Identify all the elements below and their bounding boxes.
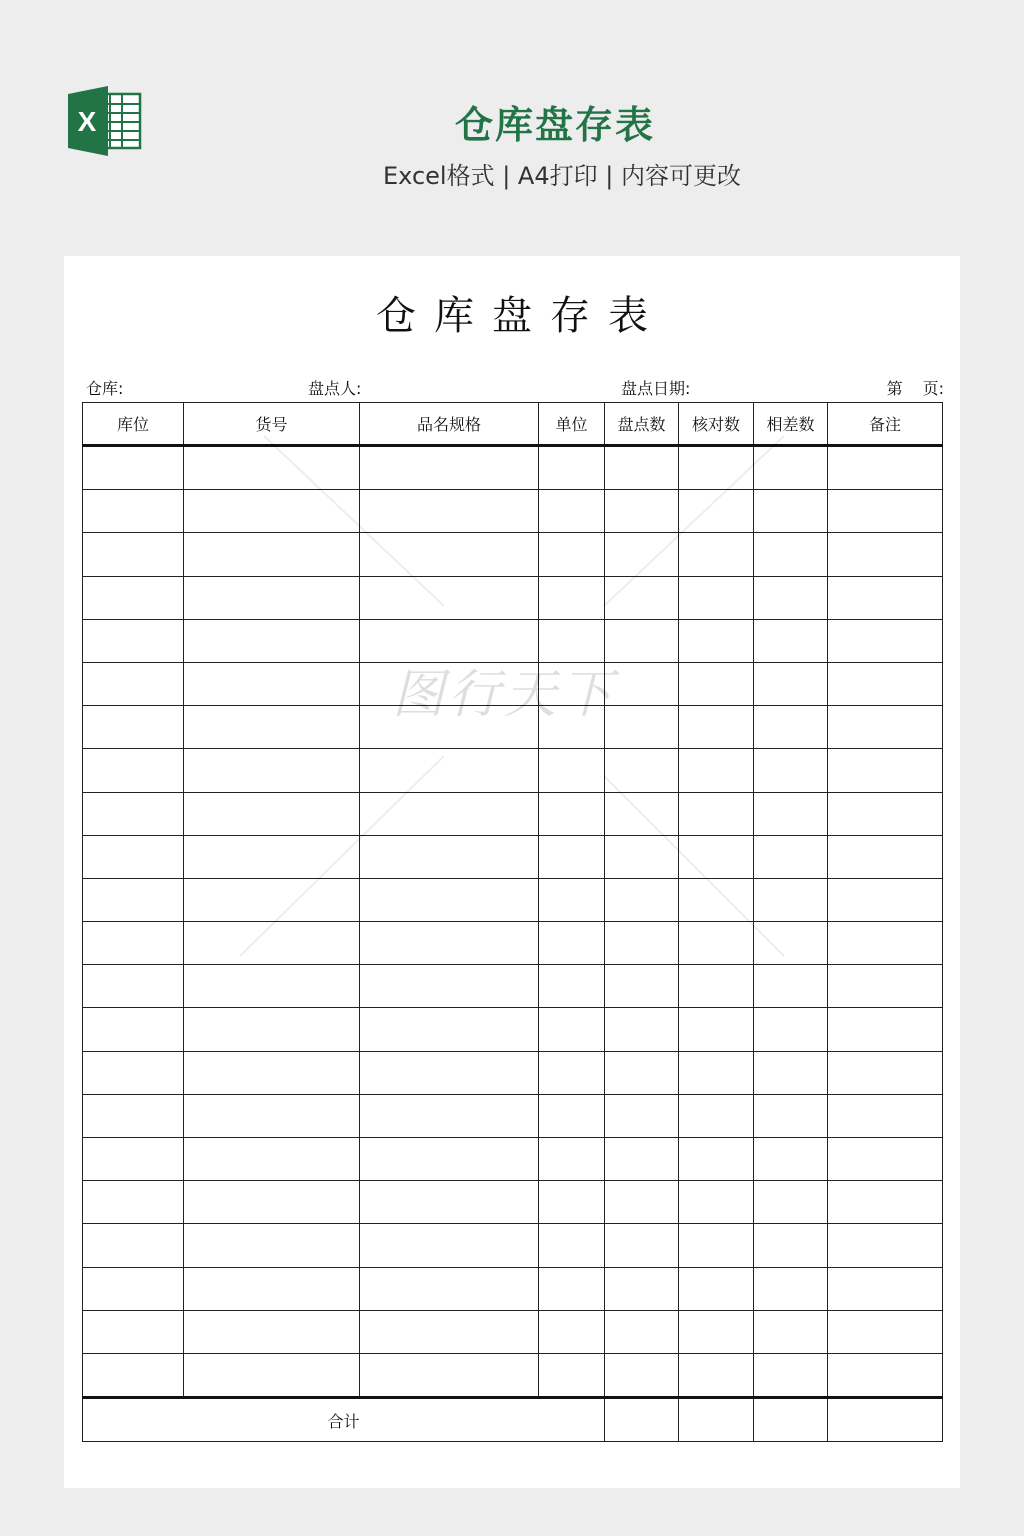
table-cell[interactable] bbox=[605, 619, 679, 662]
table-cell[interactable] bbox=[184, 533, 360, 576]
table-cell[interactable] bbox=[605, 1310, 679, 1353]
table-cell[interactable] bbox=[83, 749, 184, 792]
table-cell[interactable] bbox=[828, 922, 943, 965]
table-cell[interactable] bbox=[83, 706, 184, 749]
table-cell[interactable] bbox=[539, 1267, 605, 1310]
table-cell[interactable] bbox=[828, 749, 943, 792]
table-row bbox=[83, 749, 943, 792]
table-cell[interactable] bbox=[539, 749, 605, 792]
table-cell[interactable] bbox=[605, 922, 679, 965]
table-cell[interactable] bbox=[605, 576, 679, 619]
table-cell[interactable] bbox=[184, 749, 360, 792]
table-body bbox=[83, 446, 943, 1398]
table-cell[interactable] bbox=[828, 1094, 943, 1137]
table-cell[interactable] bbox=[679, 878, 754, 921]
table-cell[interactable] bbox=[754, 749, 828, 792]
table-cell[interactable] bbox=[605, 792, 679, 835]
table-cell[interactable] bbox=[360, 792, 539, 835]
column-header-verified-qty: 核对数 bbox=[679, 403, 754, 446]
table-cell[interactable] bbox=[828, 1310, 943, 1353]
table-cell[interactable] bbox=[360, 533, 539, 576]
table-cell[interactable] bbox=[754, 1267, 828, 1310]
table-cell[interactable] bbox=[83, 835, 184, 878]
table-cell[interactable] bbox=[828, 1181, 943, 1224]
document-title: 仓库盘存表 bbox=[376, 293, 666, 339]
table-cell[interactable] bbox=[828, 965, 943, 1008]
table-cell[interactable] bbox=[605, 1181, 679, 1224]
table-row bbox=[83, 878, 943, 921]
table-header-row bbox=[83, 403, 943, 446]
table-cell[interactable] bbox=[83, 965, 184, 1008]
total-cell[interactable] bbox=[605, 1398, 679, 1442]
table-cell[interactable] bbox=[184, 662, 360, 705]
table-cell[interactable] bbox=[539, 1224, 605, 1267]
table-cell[interactable] bbox=[605, 1353, 679, 1397]
table-cell[interactable] bbox=[679, 1138, 754, 1181]
table-cell[interactable] bbox=[184, 1094, 360, 1137]
table-cell[interactable] bbox=[605, 965, 679, 1008]
header-title: 仓库盘存表 bbox=[454, 103, 655, 147]
column-header-counted-qty: 盘点数 bbox=[605, 403, 679, 446]
table-cell[interactable] bbox=[539, 576, 605, 619]
table-cell[interactable] bbox=[605, 878, 679, 921]
excel-icon-letter: X bbox=[77, 106, 97, 137]
table-cell[interactable] bbox=[679, 619, 754, 662]
table-cell[interactable] bbox=[184, 706, 360, 749]
table-cell[interactable] bbox=[360, 1181, 539, 1224]
table-cell[interactable] bbox=[184, 1138, 360, 1181]
table-cell[interactable] bbox=[184, 619, 360, 662]
table-cell[interactable] bbox=[605, 662, 679, 705]
page-field-label bbox=[887, 376, 944, 399]
table-cell[interactable] bbox=[83, 1224, 184, 1267]
column-header-item-number: 货号 bbox=[184, 403, 360, 446]
page-label-prefix: 第 bbox=[886, 379, 903, 398]
table-cell[interactable] bbox=[679, 1008, 754, 1051]
table-cell[interactable] bbox=[679, 749, 754, 792]
table-row bbox=[83, 1008, 943, 1051]
table-cell[interactable] bbox=[605, 749, 679, 792]
table-row bbox=[83, 1051, 943, 1094]
table-cell[interactable] bbox=[539, 706, 605, 749]
table-cell[interactable] bbox=[184, 792, 360, 835]
table-cell[interactable] bbox=[828, 1138, 943, 1181]
warehouse-field-label: 仓库: bbox=[86, 379, 124, 398]
table-row bbox=[83, 490, 943, 533]
table-cell[interactable] bbox=[754, 619, 828, 662]
table-cell[interactable] bbox=[83, 619, 184, 662]
header-subtitle: Excel格式 | A4打印 | 内容可更改 bbox=[383, 162, 741, 190]
table-row bbox=[83, 1353, 943, 1397]
table-cell[interactable] bbox=[605, 835, 679, 878]
table-cell[interactable] bbox=[754, 1094, 828, 1137]
table-cell[interactable] bbox=[679, 1094, 754, 1137]
table-cell[interactable] bbox=[754, 1051, 828, 1094]
table-cell[interactable] bbox=[83, 1008, 184, 1051]
date-field-label: 盘点日期: bbox=[621, 379, 691, 398]
table-cell[interactable] bbox=[828, 1008, 943, 1051]
column-header-location: 库位 bbox=[83, 403, 184, 446]
table-cell[interactable] bbox=[679, 965, 754, 1008]
table-cell[interactable] bbox=[184, 1181, 360, 1224]
table-cell[interactable] bbox=[539, 1181, 605, 1224]
table-row bbox=[83, 1224, 943, 1267]
table-cell[interactable] bbox=[360, 1138, 539, 1181]
table-cell[interactable] bbox=[679, 1267, 754, 1310]
table-cell[interactable] bbox=[539, 533, 605, 576]
table-row bbox=[83, 965, 943, 1008]
table-cell[interactable] bbox=[184, 878, 360, 921]
table-cell[interactable] bbox=[605, 1224, 679, 1267]
table-cell[interactable] bbox=[828, 619, 943, 662]
table-cell[interactable] bbox=[539, 1051, 605, 1094]
table-cell[interactable] bbox=[754, 446, 828, 490]
table-row bbox=[83, 446, 943, 490]
table-cell[interactable] bbox=[184, 922, 360, 965]
table-cell[interactable] bbox=[679, 576, 754, 619]
table-cell[interactable] bbox=[754, 706, 828, 749]
table-cell[interactable] bbox=[83, 1138, 184, 1181]
table-cell[interactable] bbox=[828, 706, 943, 749]
table-row bbox=[83, 619, 943, 662]
table-cell[interactable] bbox=[83, 922, 184, 965]
table-cell[interactable] bbox=[828, 576, 943, 619]
table-cell[interactable] bbox=[83, 446, 184, 490]
counter-field-label: 盘点人: bbox=[308, 379, 362, 398]
table-row bbox=[83, 662, 943, 705]
total-cell[interactable] bbox=[754, 1398, 828, 1442]
table-cell[interactable] bbox=[539, 490, 605, 533]
table-cell[interactable] bbox=[184, 1353, 360, 1397]
total-cell[interactable] bbox=[679, 1398, 754, 1442]
table-cell[interactable] bbox=[360, 1094, 539, 1137]
table-cell[interactable] bbox=[83, 792, 184, 835]
table-cell[interactable] bbox=[754, 1310, 828, 1353]
table-cell[interactable] bbox=[539, 792, 605, 835]
table-cell[interactable] bbox=[605, 1138, 679, 1181]
table-cell[interactable] bbox=[679, 1310, 754, 1353]
table-cell[interactable] bbox=[605, 1051, 679, 1094]
table-cell[interactable] bbox=[83, 533, 184, 576]
table-cell[interactable] bbox=[754, 533, 828, 576]
table-cell[interactable] bbox=[83, 1094, 184, 1137]
table-cell[interactable] bbox=[679, 792, 754, 835]
column-header-remarks: 备注 bbox=[828, 403, 943, 446]
table-cell[interactable] bbox=[184, 490, 360, 533]
table-cell[interactable] bbox=[754, 1008, 828, 1051]
table-row bbox=[83, 1094, 943, 1137]
table-row bbox=[83, 1267, 943, 1310]
table-row bbox=[83, 576, 943, 619]
table-cell[interactable] bbox=[679, 1224, 754, 1267]
table-cell[interactable] bbox=[679, 662, 754, 705]
total-row bbox=[83, 1398, 943, 1442]
table-cell[interactable] bbox=[828, 1224, 943, 1267]
table-cell[interactable] bbox=[754, 576, 828, 619]
table-cell[interactable] bbox=[360, 1224, 539, 1267]
column-header-unit: 单位 bbox=[539, 403, 605, 446]
table-cell[interactable] bbox=[679, 446, 754, 490]
table-cell[interactable] bbox=[605, 1094, 679, 1137]
table-cell[interactable] bbox=[83, 1181, 184, 1224]
table-cell[interactable] bbox=[679, 835, 754, 878]
page-label-suffix: 页: bbox=[922, 379, 944, 398]
table-cell[interactable] bbox=[360, 1353, 539, 1397]
table-cell[interactable] bbox=[539, 922, 605, 965]
table-cell[interactable] bbox=[83, 662, 184, 705]
table-cell[interactable] bbox=[360, 922, 539, 965]
table-cell[interactable] bbox=[754, 965, 828, 1008]
table-cell[interactable] bbox=[360, 965, 539, 1008]
table-cell[interactable] bbox=[360, 1008, 539, 1051]
table-cell[interactable] bbox=[83, 1267, 184, 1310]
table-cell[interactable] bbox=[184, 1310, 360, 1353]
table-cell[interactable] bbox=[360, 1310, 539, 1353]
table-cell[interactable] bbox=[184, 576, 360, 619]
table-cell[interactable] bbox=[184, 1051, 360, 1094]
table-cell[interactable] bbox=[754, 1138, 828, 1181]
column-header-product-spec: 品名规格 bbox=[360, 403, 539, 446]
table-cell[interactable] bbox=[539, 1353, 605, 1397]
table-row bbox=[83, 1138, 943, 1181]
table-cell[interactable] bbox=[754, 878, 828, 921]
table-cell[interactable] bbox=[360, 1267, 539, 1310]
table-row bbox=[83, 922, 943, 965]
table-cell[interactable] bbox=[605, 1267, 679, 1310]
table-cell[interactable] bbox=[184, 1267, 360, 1310]
table-cell[interactable] bbox=[539, 1008, 605, 1051]
table-row bbox=[83, 835, 943, 878]
inventory-table bbox=[82, 402, 943, 1442]
table-cell[interactable] bbox=[184, 446, 360, 490]
table-cell[interactable] bbox=[828, 792, 943, 835]
table-cell[interactable] bbox=[754, 792, 828, 835]
table-cell[interactable] bbox=[184, 1224, 360, 1267]
table-cell[interactable] bbox=[184, 835, 360, 878]
table-cell[interactable] bbox=[360, 706, 539, 749]
table-cell[interactable] bbox=[679, 490, 754, 533]
table-cell[interactable] bbox=[828, 1051, 943, 1094]
total-cell[interactable] bbox=[828, 1398, 943, 1442]
table-cell[interactable] bbox=[605, 446, 679, 490]
table-cell[interactable] bbox=[360, 619, 539, 662]
table-cell[interactable] bbox=[360, 576, 539, 619]
table-cell[interactable] bbox=[539, 1138, 605, 1181]
table-cell[interactable] bbox=[828, 446, 943, 490]
table-cell[interactable] bbox=[679, 706, 754, 749]
total-label: 合计 bbox=[83, 1398, 605, 1442]
table-cell[interactable] bbox=[679, 1051, 754, 1094]
table-cell[interactable] bbox=[679, 1181, 754, 1224]
table-cell[interactable] bbox=[605, 1008, 679, 1051]
table-cell[interactable] bbox=[360, 749, 539, 792]
table-cell[interactable] bbox=[83, 1051, 184, 1094]
table-cell[interactable] bbox=[828, 878, 943, 921]
table-cell[interactable] bbox=[539, 662, 605, 705]
table-row bbox=[83, 792, 943, 835]
table-cell[interactable] bbox=[754, 1224, 828, 1267]
table-cell[interactable] bbox=[754, 922, 828, 965]
table-cell[interactable] bbox=[828, 1353, 943, 1397]
table-cell[interactable] bbox=[539, 446, 605, 490]
table-cell[interactable] bbox=[539, 965, 605, 1008]
table-cell[interactable] bbox=[360, 1051, 539, 1094]
column-header-difference: 相差数 bbox=[754, 403, 828, 446]
table-cell[interactable] bbox=[754, 1353, 828, 1397]
table-cell[interactable] bbox=[828, 1267, 943, 1310]
table-cell[interactable] bbox=[754, 1181, 828, 1224]
table-cell[interactable] bbox=[360, 878, 539, 921]
table-cell[interactable] bbox=[360, 662, 539, 705]
table-cell[interactable] bbox=[828, 662, 943, 705]
table-cell[interactable] bbox=[83, 878, 184, 921]
table-cell[interactable] bbox=[539, 1094, 605, 1137]
table-cell[interactable] bbox=[360, 835, 539, 878]
table-cell[interactable] bbox=[539, 619, 605, 662]
document-sheet bbox=[64, 256, 960, 1488]
table-cell[interactable] bbox=[83, 490, 184, 533]
table-cell[interactable] bbox=[83, 576, 184, 619]
table-cell[interactable] bbox=[539, 1310, 605, 1353]
table-cell[interactable] bbox=[679, 533, 754, 576]
table-cell[interactable] bbox=[828, 835, 943, 878]
table-row bbox=[83, 706, 943, 749]
table-row bbox=[83, 533, 943, 576]
table-cell[interactable] bbox=[605, 706, 679, 749]
table-cell[interactable] bbox=[539, 835, 605, 878]
table-cell[interactable] bbox=[605, 533, 679, 576]
table-cell[interactable] bbox=[754, 835, 828, 878]
table-cell[interactable] bbox=[679, 922, 754, 965]
table-cell[interactable] bbox=[754, 662, 828, 705]
table-cell[interactable] bbox=[83, 1353, 184, 1397]
table-cell[interactable] bbox=[828, 490, 943, 533]
table-cell[interactable] bbox=[754, 490, 828, 533]
table-cell[interactable] bbox=[360, 446, 539, 490]
table-cell[interactable] bbox=[184, 965, 360, 1008]
table-cell[interactable] bbox=[83, 1310, 184, 1353]
watermark-text: 图行天下 bbox=[392, 665, 617, 725]
table-cell[interactable] bbox=[828, 533, 943, 576]
table-cell[interactable] bbox=[605, 490, 679, 533]
table-row bbox=[83, 1310, 943, 1353]
table-cell[interactable] bbox=[184, 1008, 360, 1051]
table-row bbox=[83, 1181, 943, 1224]
table-cell[interactable] bbox=[539, 878, 605, 921]
table-cell[interactable] bbox=[360, 490, 539, 533]
table-cell[interactable] bbox=[679, 1353, 754, 1397]
